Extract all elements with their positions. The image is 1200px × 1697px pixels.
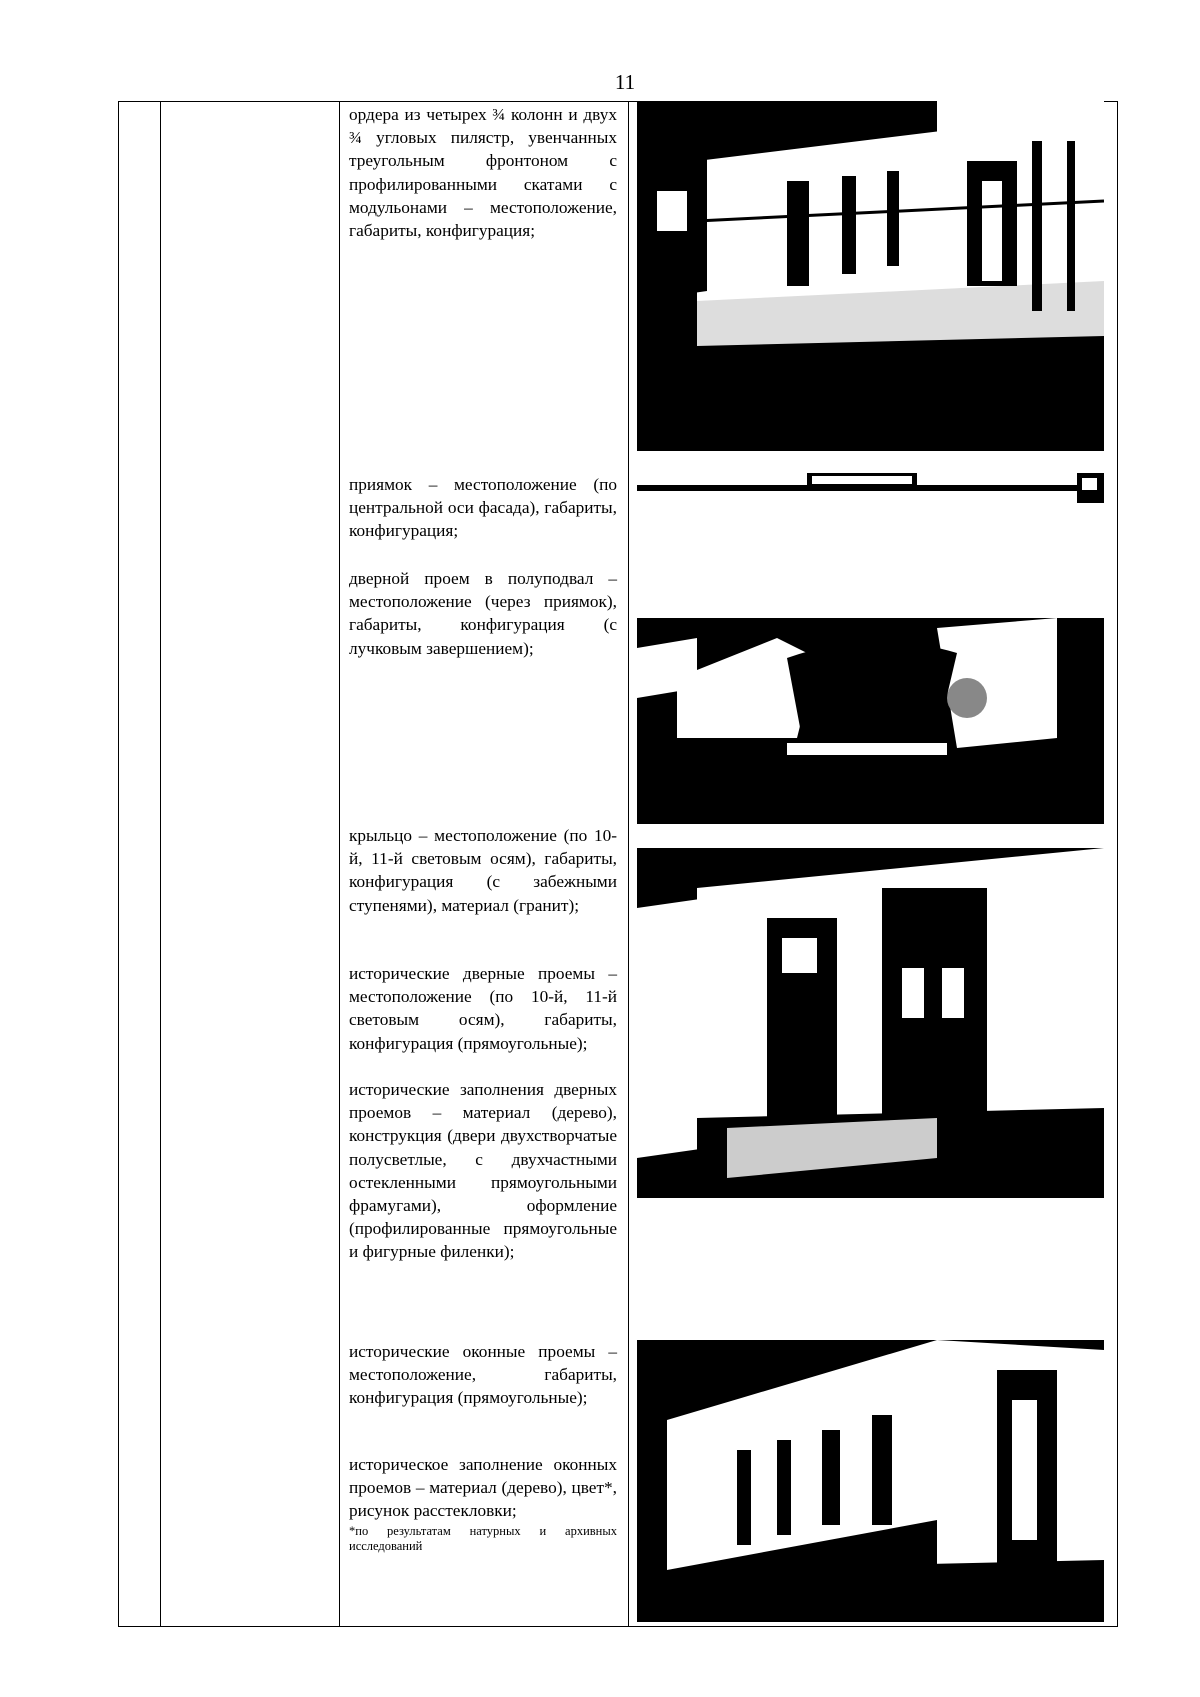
column-divider-2 xyxy=(339,101,340,1627)
paragraph-door-fillings: исторические заполнения дверных проемов – материал (дерево), конструкция (двери двухстворчатые полусветлые, с двухчастными остекленными прямоугольными фрамугами), оформление (профилированные прямоугольные и фигурные филенки); xyxy=(349,1080,617,1262)
paragraph-door-openings: исторические дверные проемы – местоположение (по 10-й, 11-й световым осям), габариты, конфигурация (прямоугольные); xyxy=(349,964,617,1053)
window-fillings-text: историческое заполнение оконных проемов – материал (дерево), цвет*, рисунок расстекловки; xyxy=(349,1455,617,1521)
basement-doorway-photo xyxy=(637,618,1104,824)
footnote: *по результатам натурных и архивных исследований xyxy=(349,1523,617,1554)
paragraph-portico: ордера из четырех ¾ колонн и двух ¾ угловых пилястр, увенчанных треугольным фронтоном с профилированными скатами с модульонами – местоположение, габариты, конфигурация; xyxy=(349,105,617,241)
area-pit-strip-photo xyxy=(637,473,1104,503)
paragraph-basement-door: дверной проем в полуподвал – местоположение (через приямок), габариты, конфигурация (с лучковым завершением); xyxy=(349,569,617,658)
paragraph-window-openings: исторические оконные проемы – местоположение, габариты, конфигурация (прямоугольные); xyxy=(349,1342,617,1408)
porch-doors-photo xyxy=(637,848,1104,1198)
paragraph-area-pit: приямок – местоположение (по центральной оси фасада), габариты, конфигурация; xyxy=(349,475,617,541)
page-number: 11 xyxy=(614,70,636,94)
windows-facade-photo xyxy=(637,1340,1104,1622)
column-divider-1 xyxy=(160,101,161,1627)
paragraph-porch: крыльцо – местоположение (по 10-й, 11-й световым осям), габариты, конфигурация (с забежными ступенями), материал (гранит); xyxy=(349,826,617,915)
facade-portico-photo xyxy=(637,101,1104,451)
paragraph-window-fillings xyxy=(349,1453,617,1555)
column-divider-3 xyxy=(628,101,629,1627)
